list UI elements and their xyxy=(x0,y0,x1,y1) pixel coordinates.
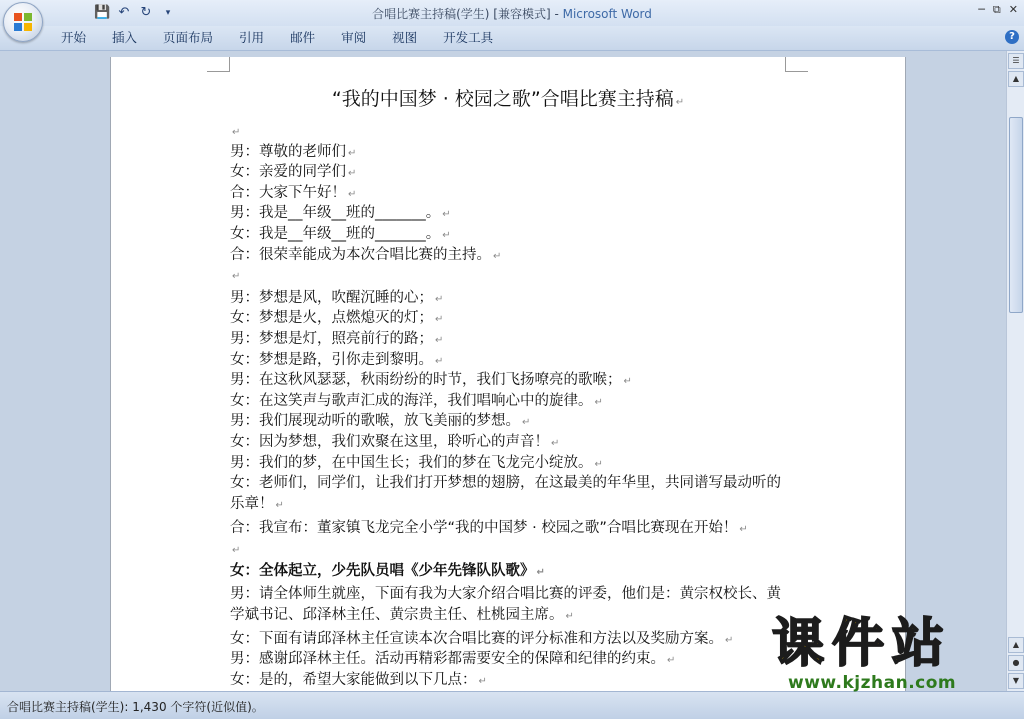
document-title xyxy=(111,84,905,111)
paragraph-mark-icon: ↵ xyxy=(442,229,451,241)
paragraph: 合：很荣幸能成为本次合唱比赛的主持。 ↵ xyxy=(230,246,502,263)
paragraph: 男：请全体师生就座，下面有我为大家介绍合唱比赛的评委，他们是：黄宗权校长、黄学斌书记、邱泽林主任、黄宗贵主任、杜桃园主席。 ↵ xyxy=(230,585,781,623)
tab-review[interactable]: 审阅 xyxy=(341,30,367,45)
paragraph-mark-icon: ↵ xyxy=(435,355,444,367)
paragraph: 合：我宣布：董家镇飞龙完全小学“我的中国梦 · 校园之歌”合唱比赛现在开始！ ↵ xyxy=(230,520,748,537)
paragraph: 男：尊敬的老师们 ↵ xyxy=(230,143,357,160)
margin-corner-left xyxy=(207,57,230,72)
paragraph: 女：下面有请邱泽林主任宣读本次合唱比赛的评分标准和方法以及奖励方案。 ↵ xyxy=(230,630,734,647)
paragraph-mark-icon: ↵ xyxy=(565,610,574,622)
paragraph-mark-icon: ↵ xyxy=(522,417,531,429)
paragraph-mark-icon: ↵ xyxy=(435,314,444,326)
paragraph: 女：全体起立，少先队员唱《少年先锋队队歌》 ↵ xyxy=(230,563,545,580)
paragraph: 女：老师们，同学们，让我们打开梦想的翅膀，在这最美的年华里，共同谱写最动听的乐章！ ↵ xyxy=(230,475,781,513)
paragraph: 女：梦想是火，点燃熄灭的灯； ↵ xyxy=(230,310,444,327)
office-logo-icon xyxy=(13,12,33,32)
document-title-text: “我的中国梦 · 校园之歌”合唱比赛主持稿 xyxy=(331,88,674,110)
tab-insert[interactable]: 插入 xyxy=(112,30,138,45)
save-icon[interactable]: 💾 xyxy=(94,5,111,20)
paragraph-mark-icon: ↵ xyxy=(435,334,444,346)
paragraph-mark-icon: ↵ xyxy=(478,676,487,688)
document-workspace xyxy=(0,51,1006,691)
paragraph: 男：我是__年级__班的_______。 ↵ xyxy=(230,205,451,222)
scrollbar-thumb[interactable] xyxy=(1009,117,1023,313)
ribbon-tabs xyxy=(48,30,506,46)
browse-object-icon[interactable]: ● xyxy=(1008,655,1024,671)
paragraph: 男：我们的梦，在中国生长；我们的梦在飞龙完小绽放。 ↵ xyxy=(230,454,603,471)
paragraph: 男：感谢邱泽林主任。活动再精彩都需要安全的保障和纪律的约束。 ↵ xyxy=(230,651,676,668)
previous-page-icon[interactable]: ▲ xyxy=(1008,637,1024,653)
paragraph-mark-icon: ↵ xyxy=(739,524,748,536)
title-bar xyxy=(0,0,1024,26)
paragraph: 女：是的，希望大家能做到以下几点： ↵ xyxy=(230,672,487,689)
customize-icon[interactable]: ▾ xyxy=(165,8,171,18)
window-title xyxy=(0,5,1024,22)
paragraph: 男：梦想是灯，照亮前行的路； ↵ xyxy=(230,330,444,347)
status-bar xyxy=(0,691,1024,719)
paragraph-mark-icon: ↵ xyxy=(275,500,284,512)
tab-home[interactable]: 开始 xyxy=(61,30,87,45)
paragraph-mark-icon: ↵ xyxy=(232,127,241,138)
paragraph: 男：梦想是风，吹醒沉睡的心； ↵ xyxy=(230,289,444,306)
watermark-url: www.kjzhan.com xyxy=(788,673,957,693)
paragraph-mark-icon: ↵ xyxy=(551,437,560,449)
paragraph: 女：我是__年级__班的_______。 ↵ xyxy=(230,225,451,242)
paragraph-mark-icon: ↵ xyxy=(493,250,502,262)
tab-page-layout[interactable]: 页面布局 xyxy=(163,30,214,45)
paragraph-mark-icon: ↵ xyxy=(348,188,357,200)
paragraph-mark-icon: ↵ xyxy=(675,97,685,108)
paragraph xyxy=(230,121,790,142)
status-word-count[interactable]: 合唱比赛主持稿(学生): 1,430 个字符(近似值)。 xyxy=(7,700,264,714)
margin-corner-right xyxy=(785,57,808,72)
app-name: Microsoft Word xyxy=(562,7,652,21)
tab-mailings[interactable]: 邮件 xyxy=(290,30,316,45)
help-icon[interactable]: ? xyxy=(1005,30,1019,44)
paragraph-mark-icon: ↵ xyxy=(348,168,357,180)
paragraph: 合：大家下午好！ ↵ xyxy=(230,184,357,201)
paragraph-mark-icon: ↵ xyxy=(725,634,734,646)
paragraph: 女：因为梦想，我们欢聚在这里，聆听心的声音！ ↵ xyxy=(230,433,560,450)
document-page[interactable] xyxy=(110,57,906,691)
paragraph: 女：亲爱的同学们 ↵ xyxy=(230,164,357,181)
paragraph: 女：在这笑声与歌声汇成的海洋，我们唱响心中的旋律。 ↵ xyxy=(230,392,603,409)
paragraph-mark-icon: ↵ xyxy=(623,376,632,388)
paragraph: 男：在这秋风瑟瑟，秋雨纷纷的时节，我们飞扬嘹亮的歌喉； ↵ xyxy=(230,372,632,389)
redo-icon[interactable]: ↻ xyxy=(140,5,152,20)
paragraph: 女：梦想是路，引你走到黎明。 ↵ xyxy=(230,351,444,368)
ribbon xyxy=(0,26,1024,51)
tab-view[interactable]: 视图 xyxy=(392,30,418,45)
paragraph xyxy=(230,265,790,286)
tab-references[interactable]: 引用 xyxy=(239,30,265,45)
paragraph-mark-icon: ↵ xyxy=(594,396,603,408)
office-button[interactable] xyxy=(3,2,43,42)
scroll-up-icon[interactable]: ▲ xyxy=(1008,71,1024,87)
paragraph-mark-icon: ↵ xyxy=(435,293,444,305)
document-body xyxy=(230,121,790,691)
window-controls xyxy=(978,3,1018,17)
paragraph-mark-icon: ↵ xyxy=(667,655,676,667)
paragraph-mark-icon: ↵ xyxy=(594,458,603,470)
paragraph-mark-icon: ↵ xyxy=(232,271,241,283)
vertical-scrollbar[interactable] xyxy=(1006,51,1024,691)
minimize-icon[interactable]: ─ xyxy=(978,3,985,16)
watermark-logo xyxy=(772,614,1008,692)
title-separator: - xyxy=(550,7,563,21)
view-ruler-icon[interactable]: ☰ xyxy=(1008,53,1024,69)
paragraph-mark-icon: ↵ xyxy=(442,209,451,221)
next-page-icon[interactable]: ▼ xyxy=(1008,673,1024,689)
paragraph: 男：我们展现动听的歌喉，放飞美丽的梦想。 ↵ xyxy=(230,413,531,430)
document-name: 合唱比赛主持稿(学生) [兼容模式] xyxy=(372,7,551,21)
paragraph-mark-icon: ↵ xyxy=(348,147,357,159)
tab-developer[interactable]: 开发工具 xyxy=(443,30,494,45)
restore-icon[interactable]: ⧉ xyxy=(992,3,1001,16)
paragraph xyxy=(230,539,790,560)
close-icon[interactable]: ✕ xyxy=(1008,3,1018,16)
paragraph-mark-icon: ↵ xyxy=(232,544,241,556)
watermark-text: 课件站 xyxy=(772,614,953,674)
undo-icon[interactable]: ↶ xyxy=(118,5,130,20)
paragraph-mark-icon: ↵ xyxy=(536,567,545,579)
